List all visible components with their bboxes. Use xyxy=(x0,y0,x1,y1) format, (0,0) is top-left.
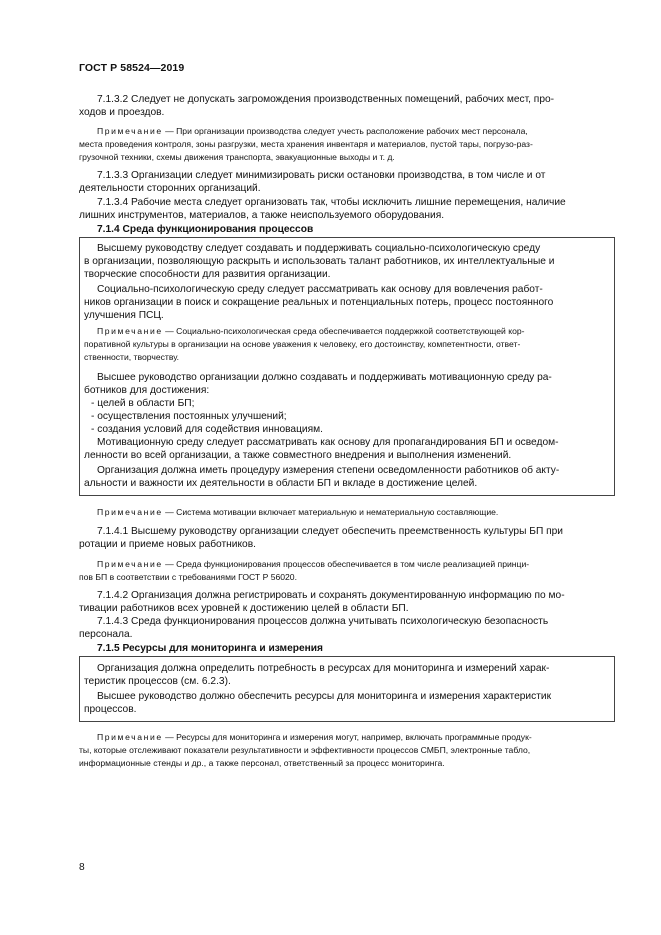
box1-p3-line2: ботников для достижения: xyxy=(84,385,210,396)
paragraph-7133-line1: 7.1.3.3 Организации следует минимизировать риски остановки производства, в том числе и от xyxy=(97,170,546,181)
box2-p2-line1: Высшее руководство должно обеспечить ресурсы для мониторинга и измерения характеристик xyxy=(97,691,552,702)
box1-p2-line1: Социально-психологическую среду следует рассматривать как основу для вовлечения работ- xyxy=(97,284,543,295)
note-5-line1: Примечание — Ресурсы для мониторинга и измерения могут, например, включать программные продук- xyxy=(97,732,532,742)
note-5-line3: информационные стенды и др., а также персонал, ответственный за процесс мониторинга. xyxy=(79,758,445,768)
box1-p4-line1: Мотивационную среду следует рассматривать как основу для пропагандирования БП и осведом- xyxy=(97,437,559,448)
note-label: Примечание xyxy=(97,732,163,742)
note-5-line2: ты, которые отслеживают показатели результативности и эффективности процессов СМБП, электронные табло, xyxy=(79,745,531,755)
box1-p2-line3: улучшения ПСЦ. xyxy=(84,310,164,321)
box1-p5-line1: Организация должна иметь процедуру измерения степени осведомленности работников об акту- xyxy=(97,465,560,476)
box2-p2-line2: процессов. xyxy=(84,704,137,715)
note-label: Примечание xyxy=(97,126,163,136)
note-1-line2: места проведения контроля, зоны разгрузки, места хранения инвентаря и материалов, пустой тары, погрузо-раз- xyxy=(79,139,533,149)
note-1-line3: грузочной техники, схемы движения транспорта, эвакуационные выходы и т. д. xyxy=(79,152,395,162)
box1-list-item-3: - создания условий для содействия инновациям. xyxy=(91,424,323,435)
document-header: ГОСТ Р 58524—2019 xyxy=(79,62,185,74)
box1-note-line1: Примечание — Социально-психологическая среда обеспечивается поддержкой соответствующей кор- xyxy=(97,326,525,336)
box1-list-item-1: - целей в области БП; xyxy=(91,398,195,409)
paragraph-7132-line1: 7.1.3.2 Следует не допускать загромождения производственных помещений, рабочих мест, про- xyxy=(97,94,555,105)
box1-p1-line2: в организации, позволяющую раскрыть и использовать талант работников, их интеллектуальные и xyxy=(84,256,555,267)
box2-p1-line2: теристик процессов (см. 6.2.3). xyxy=(84,676,231,687)
paragraph-7143-line1: 7.1.4.3 Среда функционирования процессов должна учитывать психологическую безопасность xyxy=(97,616,549,627)
note-label: Примечание xyxy=(97,507,163,517)
paragraph-7141-line2: ротации и приеме новых работников. xyxy=(79,539,256,550)
box2-p1-line1: Организация должна определить потребность в ресурсах для мониторинга и измерений харак- xyxy=(97,663,550,674)
paragraph-7143-line2: персонала. xyxy=(79,629,133,640)
box1-p3-line1: Высшее руководство организации должно создавать и поддерживать мотивационную среду ра- xyxy=(97,372,552,383)
note-label: Примечание xyxy=(97,326,163,336)
box1-p1-line3: творческие способности для развития организации. xyxy=(84,269,331,280)
page-number: 8 xyxy=(79,862,85,873)
section-heading-715: 7.1.5 Ресурсы для мониторинга и измерения xyxy=(97,643,324,654)
box1-note-line3: ственности, творчеству. xyxy=(84,352,180,362)
paragraph-7134-line1: 7.1.3.4 Рабочие места следует организовать так, чтобы исключить лишние перемещения, наличие xyxy=(97,197,566,208)
note-4-line2: пов БП в соответствии с требованиями ГОСТ Р 56020. xyxy=(79,572,297,582)
paragraph-7133-line2: деятельности сторонних организаций. xyxy=(79,183,261,194)
box1-p5-line2: альности и важности их деятельности в области БП и вкладе в достижение целей. xyxy=(84,478,478,489)
note-motivation: Примечание — Система мотивации включает материальную и нематериальную составляющие. xyxy=(97,507,499,517)
paragraph-7142-line1: 7.1.4.2 Организация должна регистрировать и сохранять документированную информацию по мо- xyxy=(97,590,565,601)
box1-list-item-2: - осуществления постоянных улучшений; xyxy=(91,411,287,422)
note-4-line1: Примечание — Среда функционирования процессов обеспечивается в том числе реализацией принци- xyxy=(97,559,530,569)
box1-p1-line1: Высшему руководству следует создавать и поддерживать социально-психологическую среду xyxy=(97,243,541,254)
box1-p4-line2: ленности во всей организации, а также совместного внедрения и выполнения изменений. xyxy=(84,450,512,461)
note-1-line1: Примечание — При организации производства следует учесть расположение рабочих мест персонала, xyxy=(97,126,528,136)
paragraph-7134-line2: лишних инструментов, материалов, а также неиспользуемого оборудования. xyxy=(79,210,445,221)
paragraph-7132-line2: ходов и проездов. xyxy=(79,107,165,118)
paragraph-7141-line1: 7.1.4.1 Высшему руководству организации следует обеспечить преемственность культуры БП при xyxy=(97,526,563,537)
box1-note-line2: поративной культуры в организации на основе уважения к человеку, его достоинству, компетентности, ответ- xyxy=(84,339,521,349)
note-label: Примечание xyxy=(97,559,163,569)
box1-p2-line2: ников организации в поиск и сокращение реальных и потенциальных потерь, процесс постоянного xyxy=(84,297,554,308)
paragraph-7142-line2: тивации работников всех уровней к достижению целей в области БП. xyxy=(79,603,409,614)
section-heading-714: 7.1.4 Среда функционирования процессов xyxy=(97,224,314,235)
